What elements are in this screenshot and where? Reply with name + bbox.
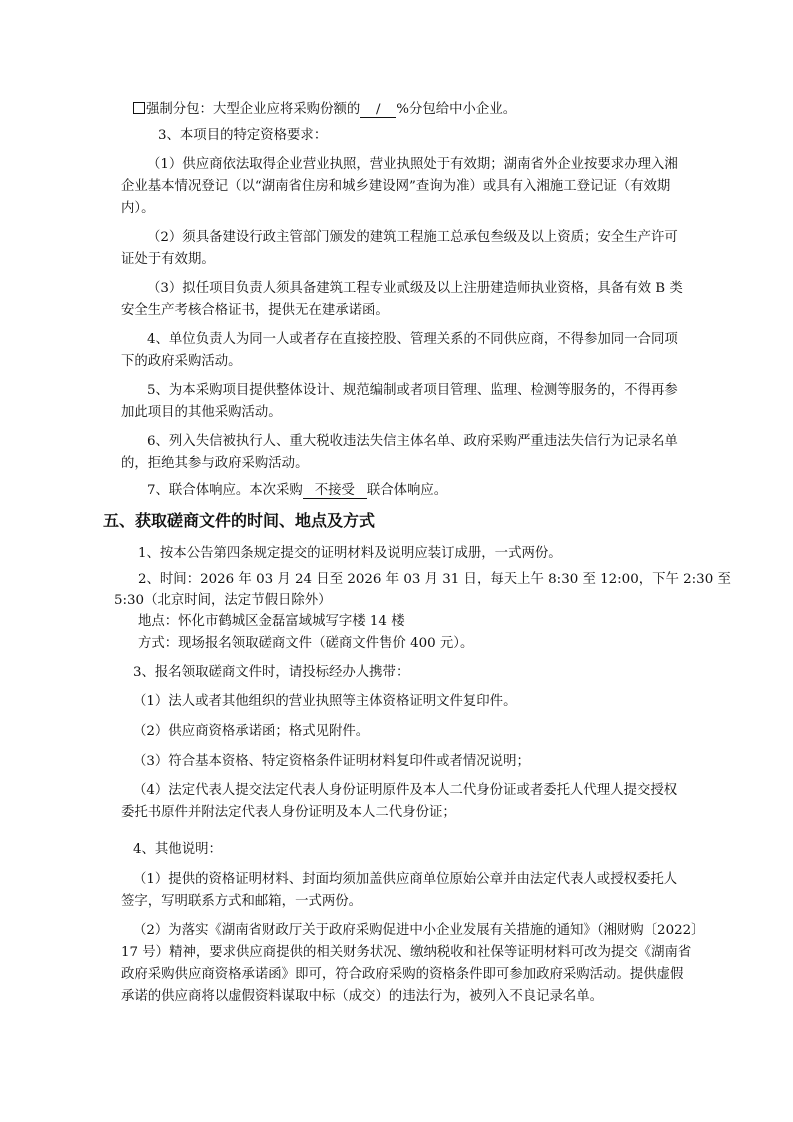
item5-line2: 加此项目的其他采购活动。	[121, 405, 282, 420]
item6-line2: 的，拒绝其参与政府采购活动。	[121, 456, 309, 471]
section5-item3-3: （3）符合基本资格、特定资格条件证明材料复印件或者情况说明；	[133, 754, 530, 769]
item5-line1: 5、为本采购项目提供整体设计、规范编制或者项目管理、监理、检测等服务的，不得再参	[147, 383, 678, 398]
section5-item3-2: （2）供应商资格承诺函；格式见附件。	[133, 724, 370, 739]
item4-line2: 下的政府采购活动。	[121, 354, 242, 369]
item3-p2-line1: （2）须具备建设行政主管部门颁发的建筑工程施工总承包叁级及以上资质；安全生产许可	[147, 230, 678, 245]
section5-item3-1: （1）法人或者其他组织的营业执照等主体资格证明文件复印件。	[133, 694, 517, 709]
section5-item3-4-line1: （4）法定代表人提交法定代表人身份证明原件及本人二代身份证或者委托人代理人提交授权	[133, 783, 678, 798]
section5-location: 地点：怀化市鹤城区金磊富域城写字楼 14 楼	[138, 614, 405, 629]
section5-title: 五、获取磋商文件的时间、地点及方式	[103, 511, 376, 530]
section5-method: 方式：现场报名领取磋商文件（磋商文件售价 400 元）。	[138, 636, 474, 651]
section5-item1: 1、按本公告第四条规定提交的证明材料及说明应装订成册，一式两份。	[138, 546, 562, 561]
section5-item3-4-line2: 委托书原件并附法定代表人身份证明及本人二代身份证；	[121, 805, 456, 820]
item3-p2-line2: 证处于有效期。	[121, 252, 215, 267]
section5-item4-2-line2: 17 号）精神，要求供应商提供的相关财务状况、缴纳税收和社保等证明材料可改为提交《湖南省	[121, 945, 692, 960]
section5-item4: 4、其他说明：	[133, 842, 222, 857]
section5-item2-line2: 5:30（北京时间，法定节假日除外）	[114, 593, 332, 608]
item3-p1-line2: 企业基本情况登记（以“湖南省住房和城乡建设网”查询为准）或具有入湘施工登记证（有效期	[121, 179, 671, 194]
item7-line: 7、联合体响应。本次采购 不接受 联合体响应。	[147, 483, 448, 498]
section5-item4-1-line2: 签字，写明联系方式和邮箱，一式两份。	[121, 894, 363, 909]
item6-line1: 6、列入失信被执行人、重大税收违法失信主体名单、政府采购严重违法失信行为记录名单	[147, 434, 678, 449]
checkbox-icon	[133, 102, 145, 114]
section5-item2-line1: 2、时间：2026 年 03 月 24 日至 2026 年 03 月 31 日，每天上午 8:30 至 12:00，下午 2:30 至	[138, 572, 731, 587]
section5-item4-1-line1: （1）提供的资格证明材料、封面均须加盖供应商单位原始公章并由法定代表人或授权委托人	[133, 872, 678, 887]
section5-item4-2-line1: （2）为落实《湖南省财政厅关于政府采购促进中小企业发展有关措施的通知》（湘财购〔2022〕	[133, 923, 705, 938]
item3-p1-line3: 内）。	[121, 201, 155, 216]
joint-response-value: 不接受	[303, 483, 367, 499]
section5-item3: 3、报名领取磋商文件时，请投标经办人携带：	[133, 665, 410, 680]
section5-item4-2-line3: 政府采购供应商资格承诺函》即可，符合政府采购的资格条件即可参加政府采购活动。提供虚假	[121, 967, 684, 982]
item3-p3-line2: 安全生产考核合格证书，提供无在建承诺函。	[121, 303, 389, 318]
item3-p3-line1: （3）拟任项目负责人须具备建筑工程专业贰级及以上注册建造师执业资格，具备有效 B 类	[147, 281, 683, 296]
item4-line1: 4、单位负责人为同一人或者存在直接控股、管理关系的不同供应商，不得参加同一合同项	[147, 332, 678, 347]
item3-heading: 3、本项目的特定资格要求：	[158, 128, 328, 143]
section5-item4-2-line4: 承诺的供应商将以虚假资料谋取中标（成交）的违法行为，被列入不良记录名单。	[121, 989, 604, 1004]
item3-p1-line1: （1）供应商依法取得企业营业执照，营业执照处于有效期；湖南省外企业按要求办理入湘	[147, 157, 678, 172]
forced-subcontract-line: 强制分包：大型企业应将采购份额的 / %分包给中小企业。	[133, 101, 516, 119]
subcontract-percent-blank: /	[360, 102, 396, 118]
